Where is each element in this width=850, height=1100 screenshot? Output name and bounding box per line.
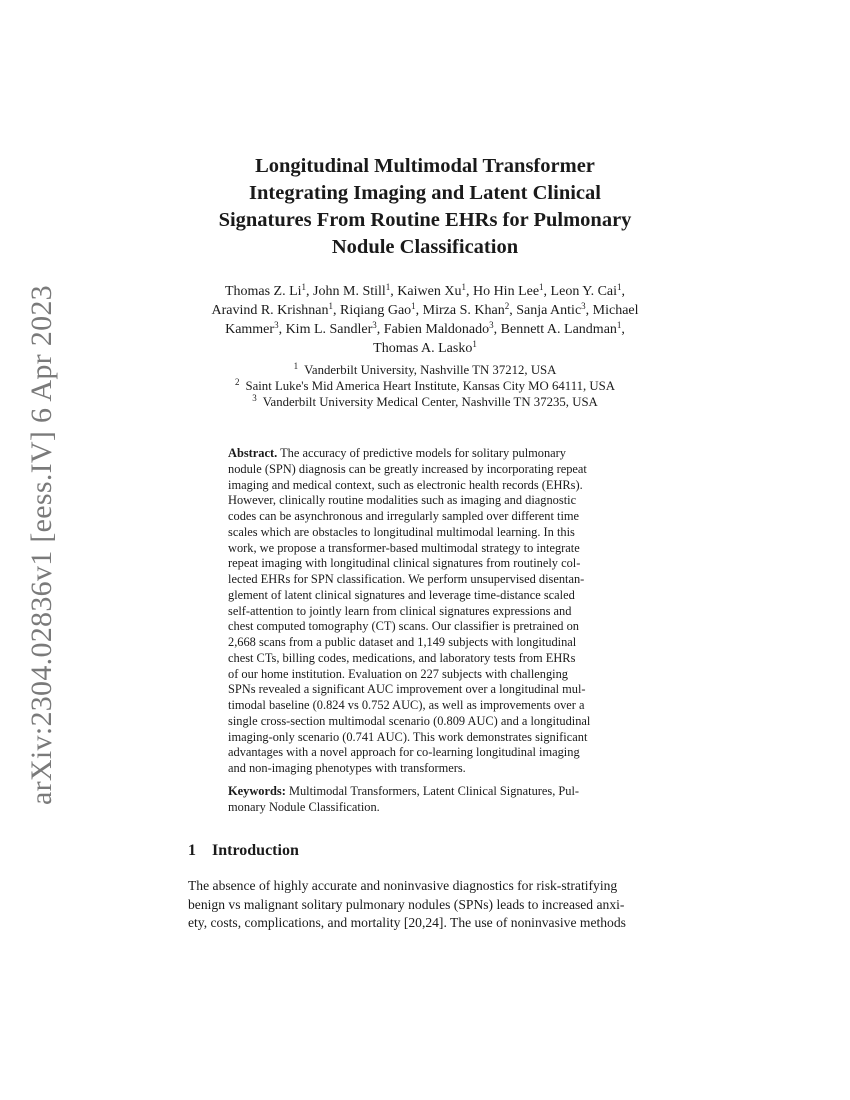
abstract-line: SPNs revealed a significant AUC improvement over a longitudinal mul- [228,682,586,697]
abstract-line: imaging and medical context, such as electronic health records (EHRs). [228,477,583,492]
affiliation-line [185,378,665,394]
abstract-line: repeat imaging with longitudinal clinical signatures from routinely col- [228,556,581,571]
abstract [228,446,628,777]
affiliation-line [185,394,665,410]
abstract-line: codes can be asynchronous and irregularly sampled over different time [228,509,580,523]
section-title: Introduction [212,842,299,859]
author-separator: , [306,284,314,299]
arxiv-stamp: arXiv:2304.02836v1 [eess.IV] 6 Apr 2023 [25,285,58,805]
keywords-text: Multimodal Transformers, Latent Clinical Signatures, Pul- [288,784,580,798]
section-heading [188,841,299,861]
title-line: Nodule Classification [331,236,519,258]
author-name: Thomas A. Lasko [373,341,473,356]
author-affiliation-mark: 1 [385,282,391,292]
affiliation-number: 3 [252,393,257,403]
abstract-label: Abstract. [228,446,278,460]
author-name: John M. Still [313,284,386,299]
abstract-line: chest computed tomography (CT) scans. Our classifier is pretrained on [228,619,579,634]
author-line [185,282,665,301]
author-affiliation-mark: 2 [504,301,510,311]
author-affiliation-mark: 1 [301,282,307,292]
affiliation-list [185,362,665,410]
abstract-line: lected EHRs for SPN classification. We perform unsupervised disentan- [228,572,585,586]
section-number: 1 [188,842,196,859]
intro-paragraph [188,877,668,933]
author-name: Aravind R. Krishnan [211,303,329,318]
affiliation-text: Vanderbilt University, Nashville TN 37212, USA [304,363,557,377]
keywords-label: Keywords: [228,784,286,798]
author-separator: , [278,322,286,337]
author-separator: , [621,284,626,299]
abstract-line: self-attention to jointly learn from clinical signatures expressions and [228,603,572,618]
author-name: Sanja Antic [516,303,582,318]
author-separator: , [493,322,501,337]
author-affiliation-mark: 1 [472,339,477,349]
keywords-line: monary Nodule Classification. [228,799,380,814]
title-line: Longitudinal Multimodal Transformer [255,155,595,177]
keywords [228,784,628,816]
title-line: Signatures From Routine EHRs for Pulmonary [218,209,632,231]
author-separator: , [543,284,551,299]
affiliation-number: 1 [293,361,299,371]
abstract-line: imaging-only scenario (0.741 AUC). This work demonstrates significant [228,729,588,744]
author-affiliation-mark: 3 [274,320,279,330]
abstract-line: scales which are obstacles to longitudinal multimodal learning. In this [228,524,575,539]
abstract-line: chest CTs, billing codes, medications, and laboratory tests from EHRs [228,650,576,665]
author-separator: , [415,303,423,318]
author-affiliation-mark: 3 [581,301,586,311]
abstract-line [228,446,628,462]
author-name: Thomas Z. Li [224,284,302,299]
abstract-line: timodal baseline (0.824 vs 0.752 AUC), as well as improvements over a [228,698,585,712]
author-affiliation-mark: 1 [328,301,334,311]
author-name: Riqiang Gao [340,303,412,318]
author-name: Kammer [225,322,275,337]
body-line: benign vs malignant solitary pulmonary nodules (SPNs) leads to increased anxi- [188,896,625,912]
title-line: Integrating Imaging and Latent Clinical [249,182,601,204]
author-name: Ho Hin Lee [472,284,540,299]
abstract-line: 2,668 scans from a public dataset and 1,149 subjects with longitudinal [228,635,577,649]
author-affiliation-mark: 3 [372,320,377,330]
affiliation-number: 2 [234,377,240,387]
author-separator: , [465,284,473,299]
author-name: Leon Y. Cai [550,284,618,299]
author-list [185,282,665,358]
paper-title [185,153,665,261]
author-affiliation-mark: 1 [411,301,416,311]
author-line [185,320,665,339]
author-name: Bennett A. Landman [500,322,617,337]
author-affiliation-mark: 3 [489,320,494,330]
abstract-line: glement of latent clinical signatures and leverage time-distance scaled [228,587,575,602]
author-separator: , [390,284,398,299]
author-affiliation-mark: 1 [617,282,622,292]
author-name: Kim L. Sandler [285,322,373,337]
author-affiliation-mark: 1 [616,320,622,330]
abstract-line: However, clinically routine modalities such as imaging and diagnostic [228,493,577,508]
author-name: Michael [592,303,639,318]
body-line: ety, costs, complications, and mortality [20,24]. The use of noninvasive methods [188,915,626,930]
author-line [185,301,665,320]
abstract-line: work, we propose a transformer-based multimodal strategy to integrate [228,540,580,555]
affiliation-text: Saint Luke's Mid America Heart Institute, Kansas City MO 64111, USA [245,379,616,393]
abstract-line: single cross-section multimodal scenario (0.809 AUC) and a longitudinal [228,713,591,728]
author-separator: , [509,303,517,318]
abstract-line: of our home institution. Evaluation on 227 subjects with challenging [228,666,569,681]
author-name: Mirza S. Khan [422,303,505,318]
abstract-line: nodule (SPN) diagnosis can be greatly increased by incorporating repeat [228,461,587,476]
author-separator: , [333,303,341,318]
abstract-line: and non-imaging phenotypes with transformers. [228,761,466,775]
author-affiliation-mark: 1 [539,282,544,292]
author-separator: , [621,322,625,337]
author-line [185,339,665,358]
abstract-line: advantages with a novel approach for co-learning longitudinal imaging [228,745,580,760]
author-affiliation-mark: 1 [461,282,466,292]
author-separator: , [585,303,593,318]
author-separator: , [376,322,384,337]
affiliation-text: Vanderbilt University Medical Center, Nashville TN 37235, USA [262,395,598,409]
body-line: The absence of highly accurate and noninvasive diagnostics for risk-stratifying [188,878,618,893]
affiliation-line [185,362,665,378]
keywords-line [228,784,628,800]
author-name: Fabien Maldonado [383,322,490,337]
abstract-text: The accuracy of predictive models for solitary pulmonary [280,446,567,460]
author-name: Kaiwen Xu [397,284,462,299]
